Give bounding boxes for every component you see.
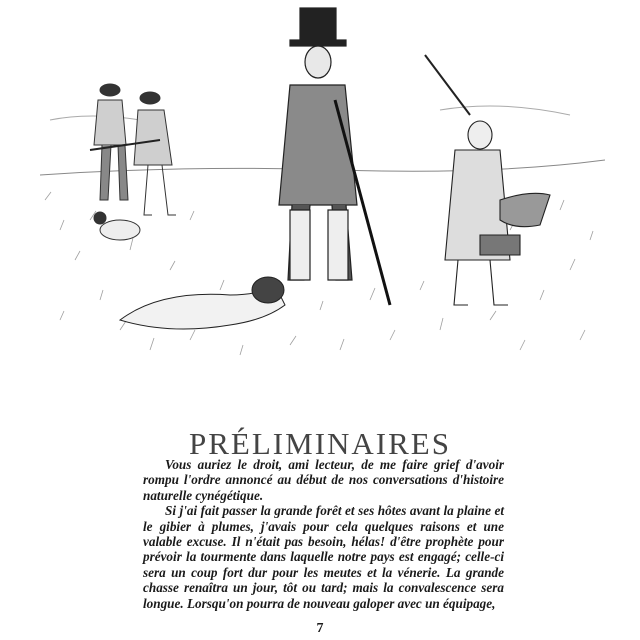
hunting-scene-illustration [40, 0, 605, 375]
paragraph: Si j'ai fait passer la grande forêt et ses hôtes avant la plaine et le gibier à plumes, j'avais pour cela quelques raisons et une valable excuse. Il n'était pas besoin, hélas! d'être prophète pour prévoir la tourmente dans laquelle notre pays est engagé; celle-ci sera un coup fort dur pour les meutes et la vénerie. La grande chasse renaîtra un jour, tôt ou tard; mais la convalescence sera longue. Lorsqu'on pourra de nouveau galoper avec un équipage, [143, 503, 504, 611]
page-number: 7 [316, 621, 324, 636]
chapter-title: PRÉLIMINAIRES [189, 425, 451, 461]
body-text [143, 457, 504, 611]
paragraph: Vous auriez le droit, ami lecteur, de me faire grief d'avoir rompu l'ordre annoncé au début de nos conversations d'histoire naturelle cynégétique. [143, 457, 504, 503]
